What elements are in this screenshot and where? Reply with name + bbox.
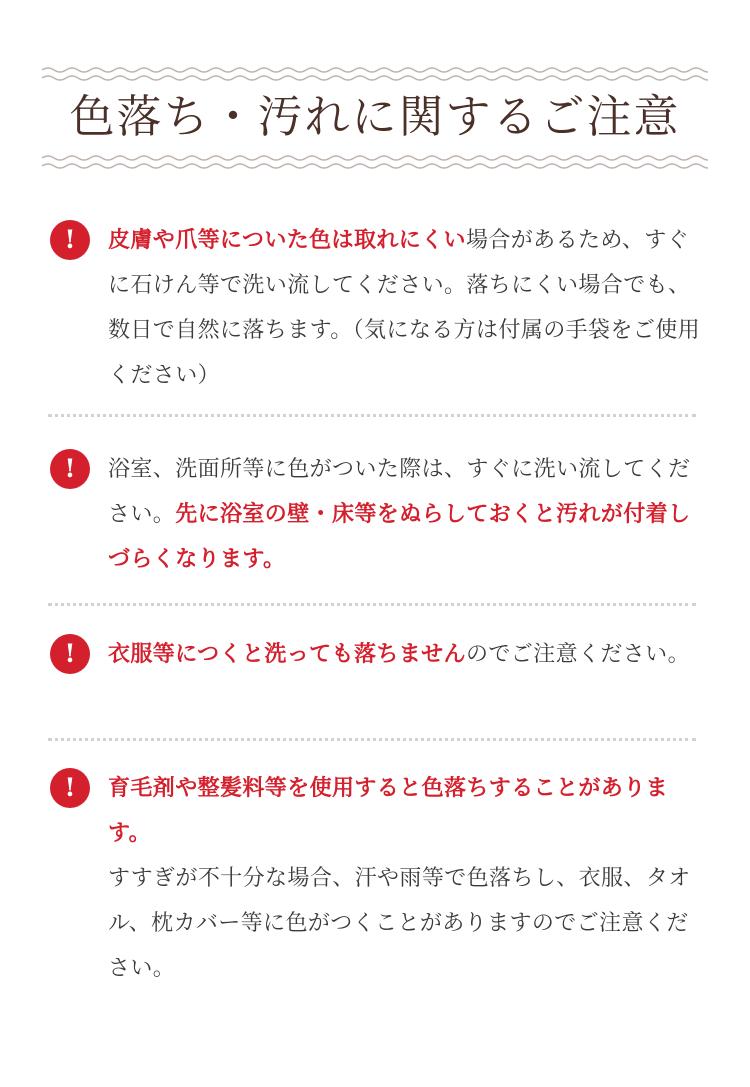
notice-body: 浴室、洗面所等に色がついた際は、すぐに洗い流してください。	[108, 457, 691, 527]
dotted-divider	[48, 414, 696, 417]
notice-text	[108, 632, 702, 677]
notice-body: すすぎが不十分な場合、汗や雨等で色落ちし、衣服、タオル、枕カバー等に色がつくことがありますのでご注意ください。	[108, 866, 691, 981]
notice-highlight: 皮膚や爪等についた色は取れにくい	[108, 228, 466, 253]
notice-text	[108, 447, 702, 582]
decorative-wave-border-top	[42, 64, 708, 86]
notice-body: 場合があるため、すぐに石けん等で洗い流してください。落ちにくい場合でも、数日で自然に落ちます。（気になる方は付属の手袋をご使用ください）	[108, 228, 701, 388]
exclamation-alert-icon: !	[50, 768, 90, 808]
notice-item-hair-products	[50, 766, 700, 991]
notice-item-skin-nails	[50, 218, 700, 398]
exclamation-alert-icon: !	[50, 220, 90, 260]
notice-item-clothing	[50, 632, 700, 677]
exclamation-alert-icon: !	[50, 634, 90, 674]
notice-highlight: 衣服等につくと洗っても落ちません	[108, 642, 466, 667]
page-title: 色落ち・汚れに関するご注意	[69, 90, 681, 143]
dotted-divider	[48, 738, 696, 741]
notice-body: のでご注意ください。	[465, 642, 690, 667]
dotted-divider	[48, 603, 696, 606]
exclamation-alert-icon: !	[50, 449, 90, 489]
decorative-wave-border-bottom	[42, 152, 708, 174]
notice-text	[108, 766, 702, 991]
notice-item-bathroom	[50, 447, 700, 582]
notice-highlight: 先に浴室の壁・床等をぬらしておくと汚れが付着しづらくなります。	[108, 502, 691, 572]
notice-highlight: 育毛剤や整髪料等を使用すると色落ちすることがあります。	[108, 776, 669, 846]
notice-text	[108, 218, 702, 398]
